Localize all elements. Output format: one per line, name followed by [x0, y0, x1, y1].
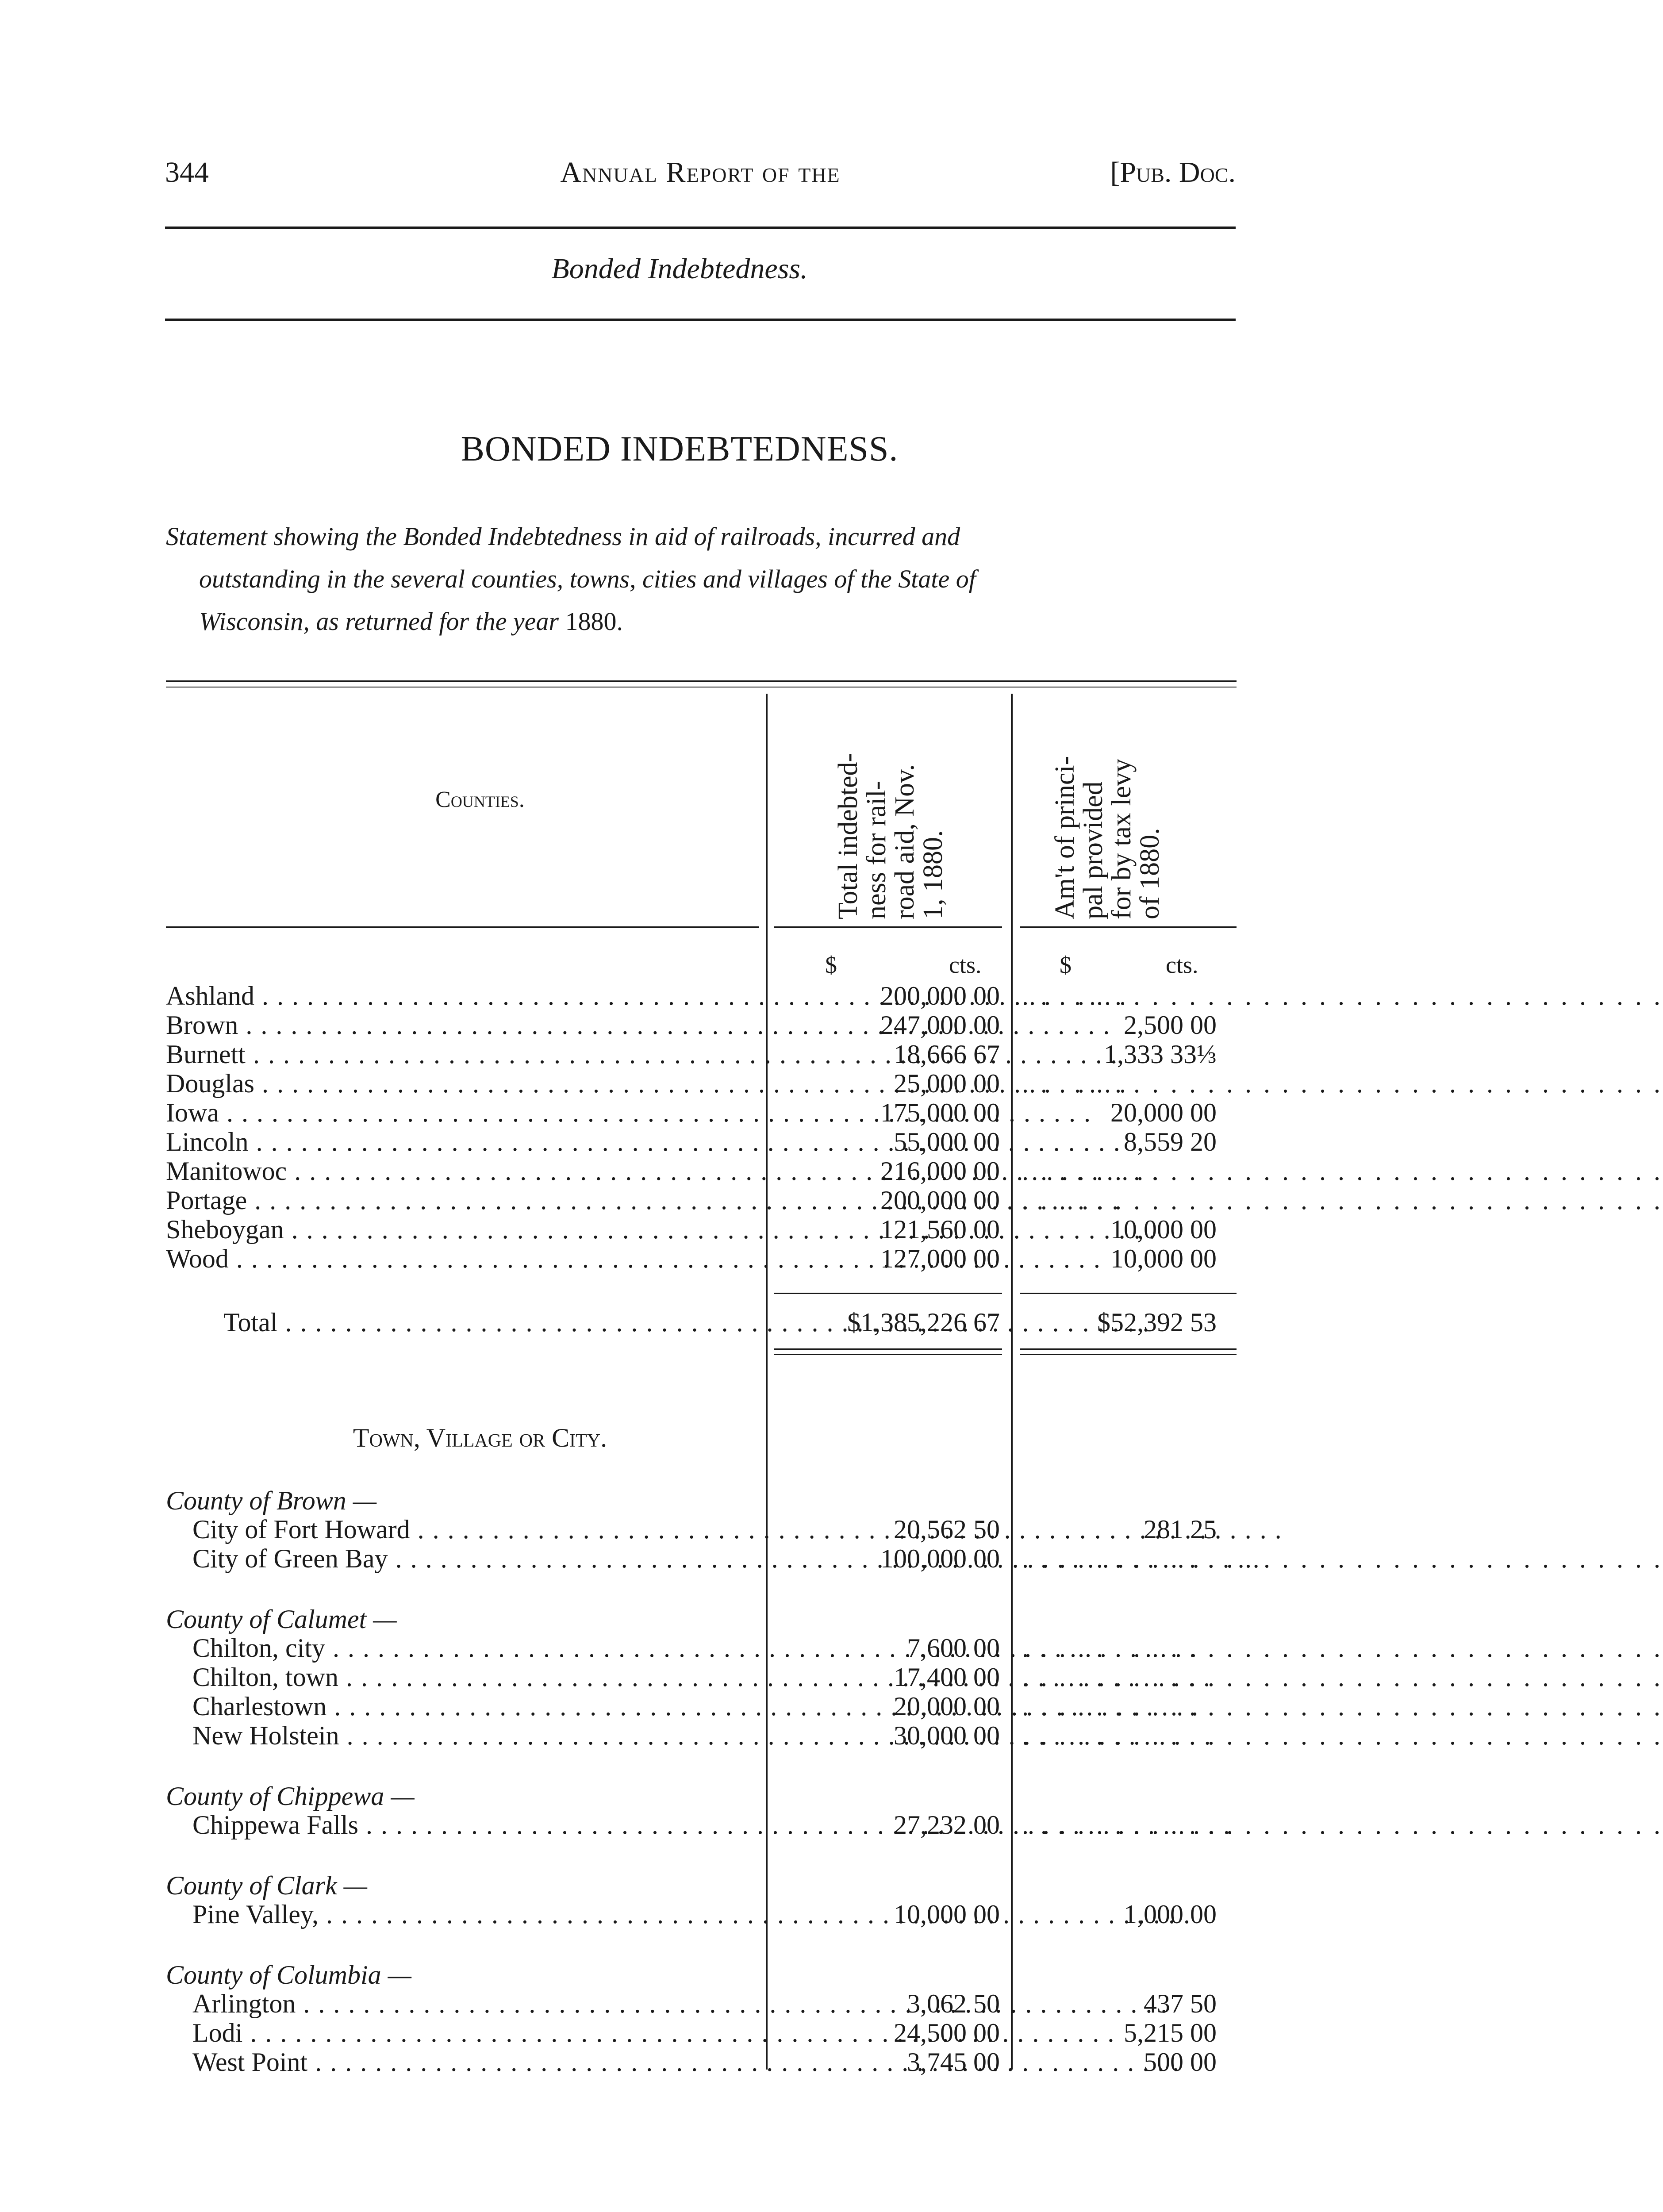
row-name: City of Green Bay . . .: [192, 1544, 776, 1573]
row-total: 30,000 00: [894, 1721, 1000, 1750]
table-top-rule: [166, 680, 1237, 682]
total-underline-2b: [1020, 1354, 1237, 1355]
total-overline-1: [774, 1293, 1002, 1294]
units-dollar-1: $: [825, 952, 837, 978]
row-total: 18,666 67: [894, 1040, 1000, 1069]
row-name: Lodi . . .: [192, 2018, 776, 2047]
table-row: [166, 1127, 1237, 1156]
total-header-line: ness for rail-: [861, 780, 891, 919]
units-cts-2: cts.: [1166, 952, 1198, 978]
row-total: 121,560 00: [880, 1215, 1000, 1244]
table-row: [166, 1663, 1663, 1692]
total-header-line: 1, 1880.: [918, 830, 948, 919]
table-row: [166, 1692, 1663, 1721]
row-name: Chippewa Falls . . .: [192, 1810, 776, 1839]
total-provided: $52,392 53: [1097, 1308, 1217, 1337]
units-cts-1: cts.: [949, 952, 982, 978]
table-row: [166, 1244, 1237, 1273]
provided-header-line: of 1880.: [1135, 828, 1165, 919]
provided-column-header: [1051, 756, 1164, 919]
statement-line-1: Statement showing the Bonded Indebtedness in aid of railroads, incurred and: [166, 522, 960, 551]
total-header-line: Total indebted-: [833, 753, 863, 919]
header-underline-2: [774, 926, 1002, 928]
header-rule-top: [165, 227, 1236, 229]
row-provided: 1,333 33⅓: [1104, 1040, 1217, 1069]
row-total: 27,232 00: [894, 1810, 1000, 1839]
row-provided: 437 50: [1144, 1989, 1217, 2018]
row-name: City of Fort Howard . . .: [192, 1515, 776, 1544]
row-provided: 5,215 00: [1124, 2018, 1217, 2047]
indebtedness-table: [166, 680, 1663, 2096]
row-provided-leader: . . . . . . . . . . . . . . . . . . . . . . . . . . . . . . . . . . .: [1022, 1692, 1663, 1721]
row-provided: 500 00: [1144, 2047, 1217, 2077]
county-group-heading: County of Brown —: [166, 1486, 377, 1515]
table-row: [166, 1098, 1237, 1127]
row-provided-leader: . . . . . . . . . . . . . . . . . . . . . . . . . . . . . . . . . . .: [1022, 1633, 1663, 1663]
row-name: West Point . . .: [192, 2047, 776, 2077]
table-row: [166, 2047, 1237, 2077]
row-total: 200,000 00: [880, 981, 1000, 1010]
statement-line-3-text: Wisconsin, as returned for the year: [199, 607, 559, 636]
table-row: [166, 1721, 1663, 1750]
table-row: [166, 1515, 1237, 1544]
row-provided-leader: . . . . . . . . . . . . . . . . . . . . . . . . . . . . . . . . . . .: [1022, 1544, 1663, 1573]
table-row: [166, 1215, 1237, 1244]
counties-column-header: Counties.: [435, 787, 525, 812]
row-name: Manitowoc . . .: [166, 1156, 776, 1186]
statement-paragraph: [166, 515, 1237, 643]
row-name: Douglas . . .: [166, 1069, 776, 1098]
row-total: 127,000 00: [880, 1244, 1000, 1273]
total-header-line: road aid, Nov.: [890, 764, 920, 919]
row-name: Chilton, city . . .: [192, 1633, 776, 1663]
row-provided: 20,000 00: [1110, 1098, 1217, 1127]
column-divider-2: [1011, 694, 1013, 2070]
total-label: Total . . .: [223, 1308, 776, 1337]
total-value: $1,385,226 67: [847, 1308, 1000, 1337]
row-provided-leader: . . . . . . . . . . . . . . . . . . . . . . . . . . . . . . . . . . .: [1022, 1069, 1663, 1098]
row-total: 247,000 00: [880, 1010, 1000, 1040]
row-name: Pine Valley, . . .: [192, 1900, 776, 1929]
running-title: Annual Report of the: [560, 156, 841, 188]
page-title: BONDED INDEBTEDNESS.: [461, 430, 899, 469]
table-row: [166, 1989, 1237, 2018]
row-provided-leader: . . . . . . . . . . . . . . . . . . . . . . . . . . . . . . . . . . .: [1022, 981, 1663, 1010]
row-name: Burnett . . .: [166, 1040, 776, 1069]
row-provided: 1,000 00: [1124, 1900, 1217, 1929]
table-row: [166, 1156, 1663, 1186]
row-name: Ashland . . .: [166, 981, 776, 1010]
row-name: Arlington . . .: [192, 1989, 776, 2018]
row-total: 10,000 00: [894, 1900, 1000, 1929]
row-total: 3,745 00: [907, 2047, 1000, 2077]
row-name: Charlestown . . .: [192, 1692, 776, 1721]
row-total: 216,000 00: [880, 1156, 1000, 1186]
header-rule-bottom: [165, 319, 1236, 321]
provided-header-line: pal provided: [1078, 781, 1108, 919]
table-row: [166, 1040, 1237, 1069]
statement-year: 1880.: [565, 607, 623, 636]
row-total: 24,500 00: [894, 2018, 1000, 2047]
table-row: [166, 981, 1663, 1010]
row-name: Wood . . .: [166, 1244, 776, 1273]
row-total: 25,000 00: [894, 1069, 1000, 1098]
column-divider-1: [766, 694, 768, 2070]
row-total: 20,000 00: [894, 1692, 1000, 1721]
town-section-heading: Town, Village or City.: [353, 1423, 607, 1452]
total-underline-1a: [774, 1348, 1002, 1350]
row-name: Brown . . .: [166, 1010, 776, 1040]
row-provided-leader: . . . . . . . . . . . . . . . . . . . . . . . . . . . . . . . . . . .: [1022, 1721, 1663, 1750]
provided-header-line: Am't of princi-: [1050, 756, 1080, 919]
row-total: 3,062 50: [907, 1989, 1000, 2018]
total-column-header: [834, 753, 947, 919]
row-total: 200,000 00: [880, 1186, 1000, 1215]
row-provided-leader: . . . . . . . . . . . . . . . . . . . . . . . . . . . . . . . . . . .: [1022, 1810, 1663, 1839]
provided-header-line: for by tax levy: [1106, 758, 1137, 919]
county-group-heading: County of Columbia —: [166, 1960, 412, 1989]
total-underline-2a: [1020, 1348, 1237, 1350]
table-row: [166, 1544, 1663, 1573]
row-name: Iowa . . .: [166, 1098, 776, 1127]
row-provided: 2,500 00: [1124, 1010, 1217, 1040]
statement-line-3: [166, 600, 1237, 643]
county-group-heading: County of Calumet —: [166, 1605, 397, 1634]
row-total: 100,000 00: [880, 1544, 1000, 1573]
header-underline-1: [166, 926, 759, 928]
row-provided: 10,000 00: [1110, 1244, 1217, 1273]
statement-line-2: outstanding in the several counties, towns, cities and villages of the State of: [199, 565, 976, 593]
row-total: 20,562 50: [894, 1515, 1000, 1544]
row-total: 7,600 00: [907, 1633, 1000, 1663]
table-row: [166, 1633, 1663, 1663]
row-provided: 10,000 00: [1110, 1215, 1217, 1244]
county-group-heading: County of Clark —: [166, 1871, 368, 1900]
table-row: [166, 1900, 1237, 1929]
header-underline-3: [1020, 926, 1237, 928]
row-name: New Holstein . . .: [192, 1721, 776, 1750]
section-title: Bonded Indebtedness.: [551, 253, 808, 285]
row-provided: 8,559 20: [1124, 1127, 1217, 1156]
table-row: [166, 1186, 1663, 1215]
row-name: Sheboygan . . .: [166, 1215, 776, 1244]
table-row: [166, 2018, 1237, 2047]
table-row: [166, 1810, 1663, 1839]
running-head: [165, 156, 1236, 196]
row-name: Lincoln . . .: [166, 1127, 776, 1156]
row-provided-leader: . . . . . . . . . . . . . . . . . . . . . . . . . . . . . . . . . . .: [1022, 1663, 1663, 1692]
row-name: Chilton, town . . .: [192, 1663, 776, 1692]
total-overline-2: [1020, 1293, 1237, 1294]
county-group-heading: County of Chippewa —: [166, 1782, 415, 1811]
doc-label: [Pub. Doc.: [1110, 156, 1236, 188]
units-dollar-2: $: [1060, 952, 1072, 978]
table-row: [166, 1069, 1663, 1098]
total-row: [166, 1308, 1237, 1337]
row-total: 55,000 00: [894, 1127, 1000, 1156]
total-underline-1b: [774, 1354, 1002, 1355]
row-name: Portage . . .: [166, 1186, 776, 1215]
page-number: 344: [165, 156, 209, 188]
row-total: 17,400 00: [894, 1663, 1000, 1692]
row-provided-leader: . . . . . . . . . . . . . . . . . . . . . . . . . . . . . . . . . . .: [1022, 1186, 1663, 1215]
row-total: 175,000 00: [880, 1098, 1000, 1127]
row-provided: 281 25: [1144, 1515, 1217, 1544]
table-row: [166, 1010, 1237, 1040]
row-provided-leader: . . . . . . . . . . . . . . . . . . . . . . . . . . . . . . . . . . .: [1022, 1156, 1663, 1186]
